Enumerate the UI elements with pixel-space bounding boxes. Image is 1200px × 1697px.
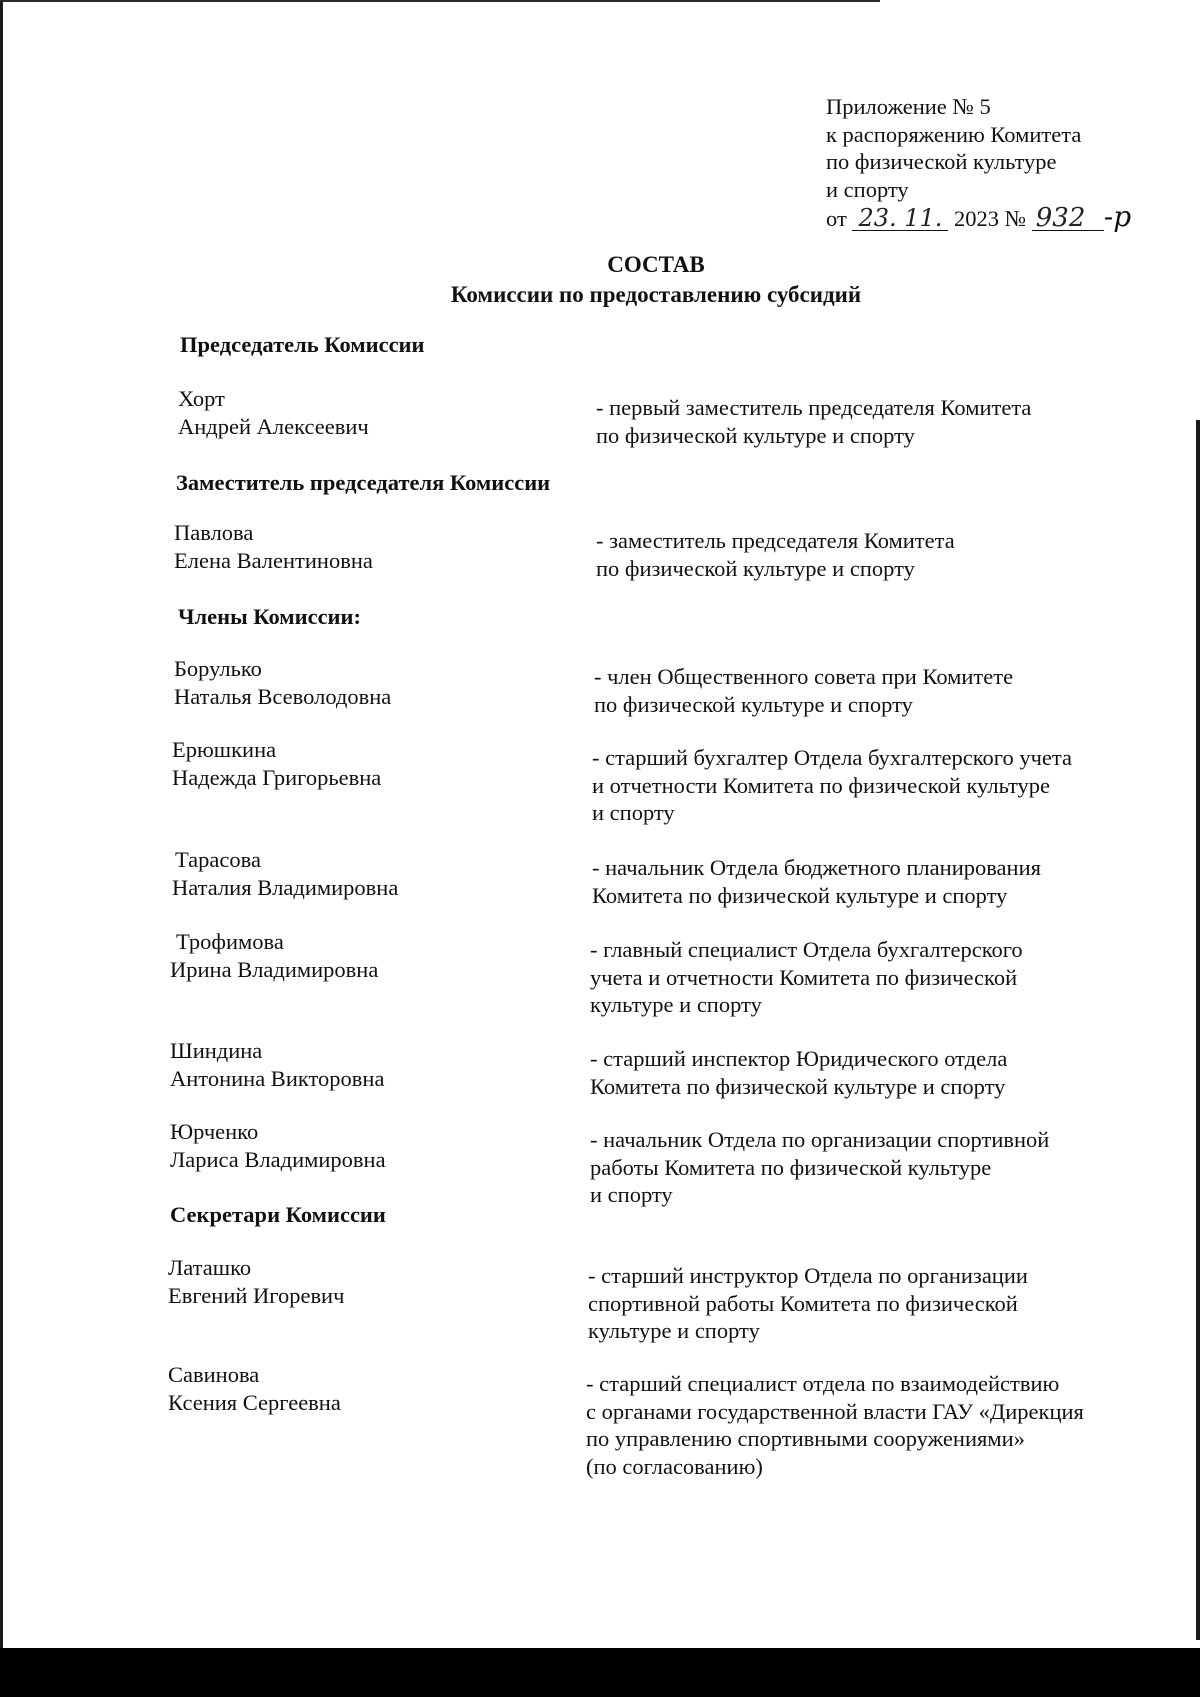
member-surname: Ерюшкина [172, 737, 277, 762]
member-given-name: Ксения Сергеевна [168, 1389, 341, 1415]
member-name [170, 1118, 386, 1173]
position-line: - старший бухгалтер Отдела бухгалтерского учета [592, 745, 1072, 770]
member-name [172, 736, 381, 791]
year-number-label: 2023 № [954, 206, 1027, 231]
member-given-name: Антонина Викторовна [170, 1065, 385, 1091]
attachment-line: по физической культуре [826, 149, 1057, 174]
member-name [170, 1037, 384, 1092]
document-subtitle: Комиссии по предоставлению субсидий [450, 282, 862, 307]
member-name [168, 1254, 344, 1309]
attachment-line: к распоряжению Комитета [826, 121, 1082, 147]
member-surname: Хорт [178, 386, 225, 411]
member-surname: Савинова [168, 1362, 260, 1387]
attachment-line: и спорту [826, 176, 909, 202]
scan-left-edge [0, 0, 3, 1648]
member-position [590, 1126, 1049, 1209]
position-line: и спорту [590, 1182, 673, 1207]
member-position [594, 663, 1013, 718]
section-heading-chair: Председатель Комиссии [180, 332, 425, 357]
member-given-name: Елена Валентиновна [174, 547, 373, 573]
number-suffix: -р [1103, 200, 1132, 233]
member-name [178, 385, 369, 440]
position-line: Комитета по физической культуре и спорту [592, 882, 1008, 908]
scan-top-edge [0, 0, 880, 2]
position-line: - заместитель председателя Комитета [596, 528, 955, 553]
member-position [596, 527, 955, 582]
member-given-name: Евгений Игоревич [168, 1282, 345, 1308]
member-surname: Трофимова [176, 929, 284, 954]
position-line: - старший инспектор Юридического отдела [590, 1046, 1008, 1071]
section-heading-deputy: Заместитель председателя Комиссии [176, 470, 551, 495]
scan-right-edge [1196, 420, 1200, 1640]
member-position [590, 1045, 1007, 1100]
handwritten-date: 23. 11. [852, 206, 948, 231]
position-line: - главный специалист Отдела бухгалтерского [590, 937, 1023, 962]
member-position [596, 394, 1031, 449]
handwritten-number: 932 [1032, 206, 1104, 231]
member-position [588, 1262, 1028, 1345]
position-line: учета и отчетности Комитета по физической [590, 964, 1018, 990]
member-given-name: Наталия Владимировна [172, 874, 399, 900]
scan-bottom-band [0, 1648, 1200, 1697]
member-given-name: Андрей Алексеевич [178, 413, 369, 439]
position-line: - начальник Отдела по организации спортивной [590, 1127, 1050, 1152]
member-given-name: Ирина Владимировна [170, 956, 379, 982]
section-heading-members: Члены Комиссии: [178, 604, 361, 629]
member-surname: Павлова [174, 520, 254, 545]
position-line: - старший специалист отдела по взаимодействию [586, 1371, 1060, 1396]
position-line: - начальник Отдела бюджетного планирования [592, 855, 1041, 880]
position-line: по физической культуре и спорту [594, 691, 913, 717]
document-title: СОСТАВ [607, 252, 705, 277]
position-line: работы Комитета по физической культуре [590, 1154, 992, 1180]
member-given-name: Наталья Всеволодовна [174, 683, 392, 709]
position-line: и отчетности Комитета по физической культуре [592, 772, 1050, 798]
position-line: и спорту [592, 800, 675, 825]
position-line: Комитета по физической культуре и спорту [590, 1073, 1006, 1099]
member-name [174, 655, 391, 710]
member-position [592, 854, 1041, 909]
position-line: культуре и спорту [588, 1318, 760, 1343]
position-line: культуре и спорту [590, 992, 762, 1017]
position-line: (по согласованию) [586, 1453, 763, 1479]
position-line: по физической культуре и спорту [596, 422, 915, 448]
member-surname: Латашко [168, 1255, 252, 1280]
member-surname: Юрченко [170, 1119, 259, 1144]
position-line: - член Общественного совета при Комитете [594, 664, 1014, 689]
attachment-line: Приложение № 5 [826, 94, 991, 119]
position-line: - первый заместитель председателя Комитета [596, 395, 1032, 420]
position-line: - старший инструктор Отдела по организации [588, 1263, 1028, 1288]
date-prefix: от [826, 206, 847, 231]
attachment-header [826, 93, 1131, 233]
member-given-name: Надежда Григорьевна [172, 764, 382, 790]
member-name [172, 846, 398, 901]
position-line: спортивной работы Комитета по физической [588, 1290, 1018, 1316]
member-position [592, 744, 1072, 827]
member-name [170, 928, 378, 983]
position-line: с органами государственной власти ГАУ «Дирекция [586, 1398, 1084, 1424]
attachment-date-line [826, 200, 1132, 233]
member-surname: Шиндина [170, 1038, 263, 1063]
member-surname: Борулько [174, 656, 262, 681]
member-name [168, 1361, 341, 1416]
member-given-name: Лариса Владимировна [170, 1146, 386, 1172]
section-heading-secretaries: Секретари Комиссии [170, 1202, 386, 1227]
position-line: по управлению спортивными сооружениями» [586, 1426, 1025, 1451]
member-position [586, 1370, 1084, 1480]
member-surname: Тарасова [175, 847, 261, 872]
position-line: по физической культуре и спорту [596, 555, 915, 581]
member-position [590, 936, 1023, 1019]
member-name [174, 519, 373, 574]
